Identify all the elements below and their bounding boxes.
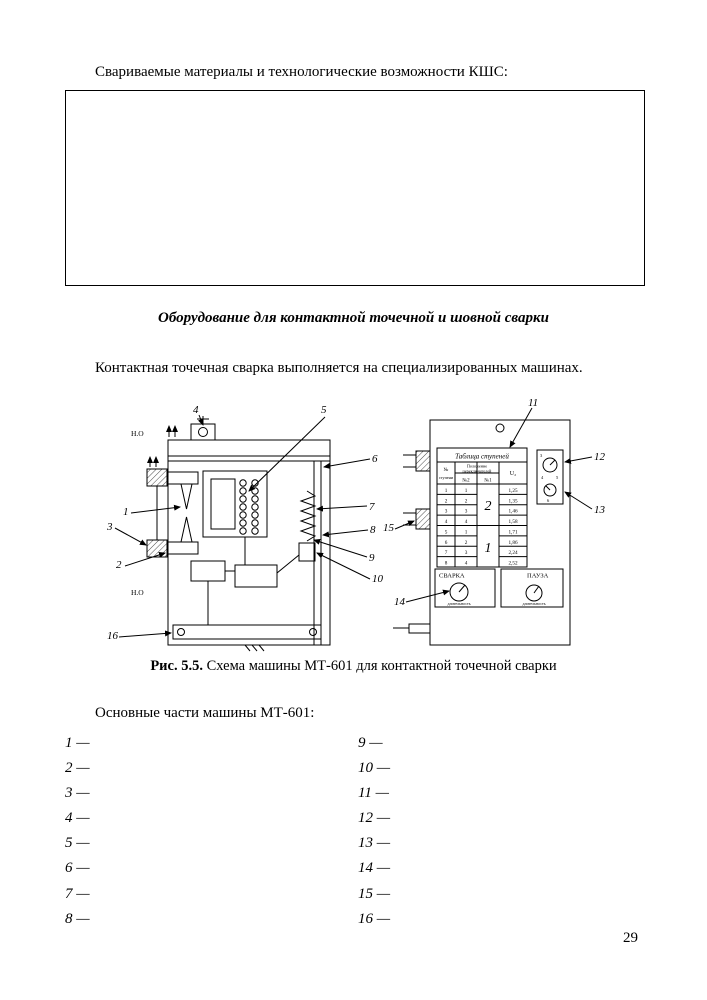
list-item: 16 — bbox=[358, 910, 391, 927]
weld-section-label: СВАРКА bbox=[439, 572, 465, 580]
blank-answer-box bbox=[65, 90, 645, 286]
intro-paragraph: Свариваемые материалы и технологические возможности КШС: bbox=[95, 64, 508, 80]
callout-label-9: 9 bbox=[369, 552, 375, 564]
table-cell: 3 bbox=[444, 508, 448, 515]
list-item: 3 — bbox=[65, 785, 90, 802]
list-item: 15 — bbox=[358, 885, 391, 902]
list-item: 1 — bbox=[65, 735, 90, 751]
right-cabinet-drawing bbox=[393, 408, 592, 645]
callout-label-15: 15 bbox=[383, 522, 394, 534]
list-item: 10 — bbox=[358, 760, 391, 777]
table-head-sw2: №2 bbox=[462, 478, 470, 484]
table-head-pos1: Положение bbox=[466, 463, 488, 469]
table-cell: 1,25 bbox=[508, 487, 518, 494]
list-item: 4 — bbox=[65, 810, 90, 827]
panel-mark: 5 bbox=[556, 475, 559, 480]
callout-label-14: 14 bbox=[394, 596, 405, 608]
figure-caption-number: Рис. 5.5. bbox=[150, 658, 203, 674]
table-cell: 1,46 bbox=[508, 508, 518, 515]
callout-label-10: 10 bbox=[372, 573, 383, 585]
list-item: 11 — bbox=[358, 785, 389, 802]
table-range-bottom: 1 bbox=[484, 541, 492, 556]
callout-label-4: 4 bbox=[193, 404, 199, 416]
table-title: Таблица ступеней bbox=[455, 452, 509, 461]
list-item: 9 — bbox=[358, 735, 383, 751]
duration-label: длительность bbox=[447, 601, 471, 606]
panel-mark: 3 bbox=[540, 453, 543, 458]
parts-list-title: Основные части машины МТ-601: bbox=[95, 705, 315, 721]
list-item: 7 — bbox=[65, 885, 90, 902]
panel-mark: 4 bbox=[541, 475, 544, 480]
list-item: 14 — bbox=[358, 860, 391, 877]
list-item: 2 — bbox=[65, 760, 90, 777]
table-cell: 1,71 bbox=[508, 529, 518, 536]
list-item: 12 — bbox=[358, 810, 391, 827]
section-heading: Оборудование для контактной точечной и шовной сварки bbox=[158, 310, 549, 326]
table-cell: 1 bbox=[464, 487, 468, 494]
table-cell: 4 bbox=[444, 519, 448, 525]
callout-label-3: 3 bbox=[107, 521, 113, 533]
table-cell: 2,52 bbox=[508, 560, 518, 567]
table-head-sw1: №1 bbox=[484, 478, 492, 484]
table-head-no2: ступени bbox=[438, 475, 454, 480]
callout-label-2: 2 bbox=[116, 559, 122, 571]
table-cell: 2 bbox=[464, 539, 468, 546]
list-item: 13 — bbox=[358, 835, 391, 852]
table-range-top: 2 bbox=[484, 499, 492, 514]
table-cell: 2,24 bbox=[508, 550, 518, 557]
table-cell: 4 bbox=[464, 519, 468, 525]
table-head-pos2: переключателей bbox=[462, 468, 492, 474]
callout-label-1: 1 bbox=[123, 506, 129, 518]
table-cell: 1 bbox=[464, 529, 468, 536]
table-cell: 6 bbox=[444, 539, 448, 546]
table-head-no: № bbox=[443, 468, 449, 473]
callout-label-6: 6 bbox=[372, 453, 378, 465]
normally-open-label-bottom: Н.О bbox=[131, 588, 144, 597]
parts-list-left bbox=[65, 731, 90, 932]
figure-caption bbox=[0, 658, 707, 675]
callout-label-13: 13 bbox=[594, 504, 605, 516]
list-item: 5 — bbox=[65, 835, 90, 852]
pause-section-label: ПАУЗА bbox=[527, 572, 549, 580]
callout-label-16: 16 bbox=[107, 630, 118, 642]
list-item: 6 — bbox=[65, 860, 90, 877]
callout-label-11: 11 bbox=[528, 397, 539, 409]
callout-label-8: 8 bbox=[370, 524, 376, 536]
body-paragraph: Контактная точечная сварка выполняется на специализированных машинах. bbox=[95, 360, 583, 376]
normally-open-label-top: Н.О bbox=[131, 429, 144, 438]
callout-label-5: 5 bbox=[321, 404, 327, 416]
figure-caption-text: Схема машины МТ-601 для контактной точечной сварки bbox=[202, 658, 557, 674]
table-cell: 7 bbox=[444, 550, 448, 557]
table-cell: 1 bbox=[444, 487, 448, 494]
table-cell: 3 bbox=[464, 550, 468, 557]
table-cell: 1,35 bbox=[508, 498, 518, 505]
page-number: 29 bbox=[623, 930, 638, 946]
table-cell: 3 bbox=[464, 508, 468, 515]
table-cell: 1,86 bbox=[508, 539, 518, 546]
table-cell: 2 bbox=[444, 498, 448, 505]
figure-diagram bbox=[85, 393, 620, 655]
table-head-u2: U₂ bbox=[509, 471, 517, 477]
table-cell: 2 bbox=[464, 498, 468, 505]
panel-mark: 6 bbox=[547, 498, 550, 503]
table-cell: 4 bbox=[464, 560, 468, 567]
parts-list-right bbox=[358, 731, 390, 932]
list-item: 8 — bbox=[65, 910, 90, 927]
table-cell: 5 bbox=[444, 529, 448, 536]
callout-label-12: 12 bbox=[594, 451, 605, 463]
duration-label: длительность bbox=[522, 601, 546, 606]
callout-label-7: 7 bbox=[369, 501, 375, 513]
table-cell: 8 bbox=[444, 560, 448, 567]
left-machine-drawing bbox=[115, 415, 370, 651]
table-cell: 1,58 bbox=[508, 519, 518, 525]
